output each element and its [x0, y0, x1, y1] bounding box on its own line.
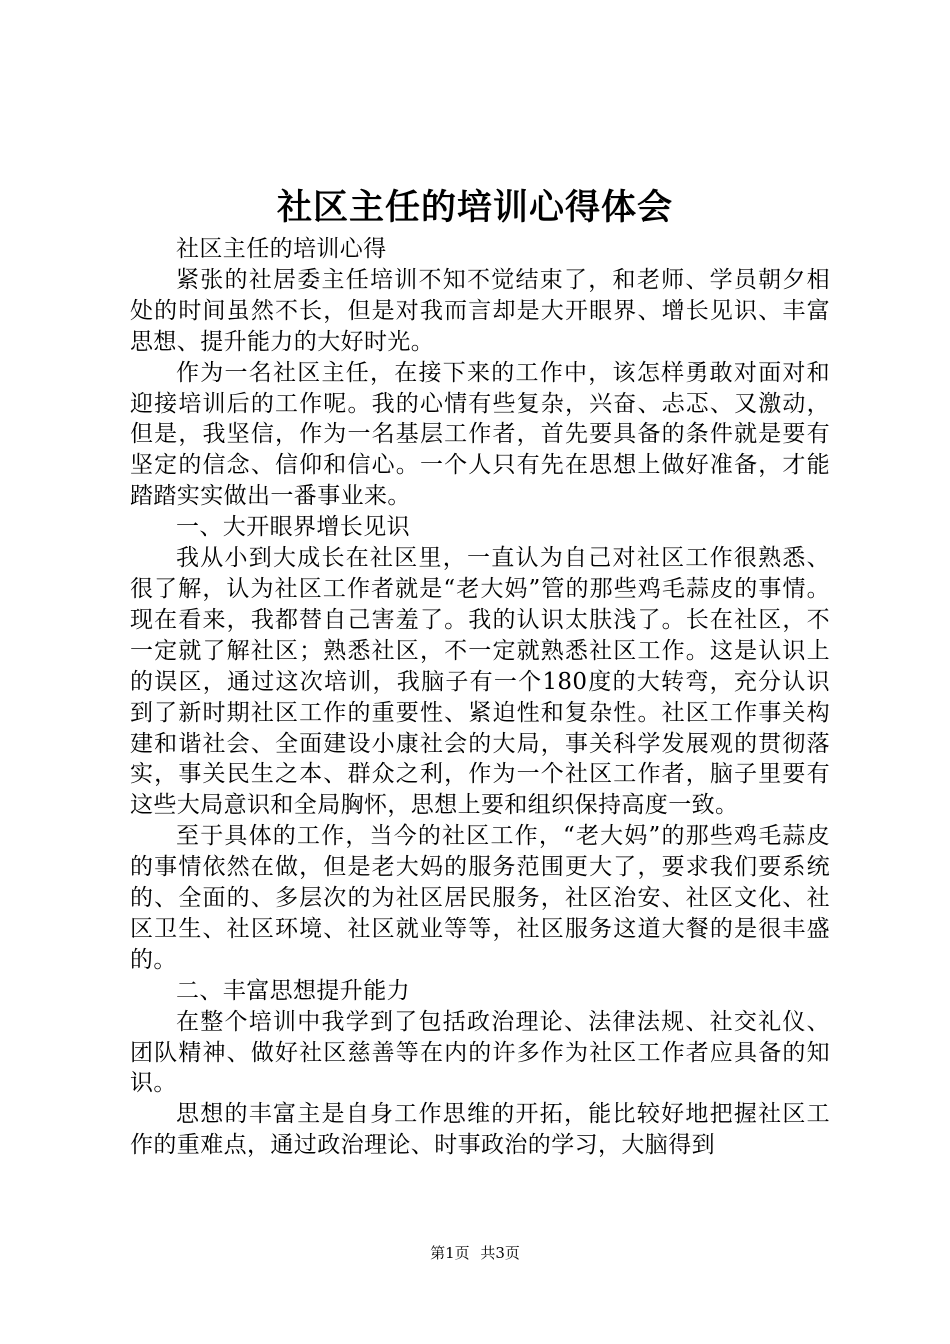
paragraph: 作为一名社区主任，在接下来的工作中，该怎样勇敢对面对和迎接培训后的工作呢。我的心情有些复杂，兴奋、忐忑、又激动，但是，我坚信，作为一名基层工作者，首先要具备的条件就是要有坚定的信念、信仰和信心。一个人只有先在思想上做好准备，才能踏踏实实做出一番事业来。	[130, 359, 830, 510]
page-total: 共3页	[480, 1244, 520, 1262]
section-heading: 一、大开眼界增长见识	[176, 514, 410, 541]
paragraph: 至于具体的工作，当今的社区工作，“老大妈”的那些鸡毛蒜皮的事情依然在做，但是老大妈的服务范围更大了，要求我们要系统的、全面的、多层次的为社区居民服务，社区治安、社区文化、社区卫生、社区环境、社区就业等等，社区服务这道大餐的是很丰盛的。	[130, 823, 830, 973]
page-number: 第1页	[430, 1244, 470, 1262]
paragraph: 思想的丰富主是自身工作思维的开拓，能比较好地把握社区工作的重难点，通过政治理论、时事政治的学习，大脑得到	[130, 1101, 830, 1159]
paragraph-subtitle: 社区主任的培训心得	[176, 236, 387, 262]
paragraph: 紧张的社居委主任培训不知不觉结束了，和老师、学员朝夕相处的时间虽然不长，但是对我而言却是大开眼界、增长见识、丰富思想、提升能力的大好时光。	[130, 266, 830, 355]
document-title: 社区主任的培训心得体会	[276, 187, 673, 228]
paragraph: 我从小到大成长在社区里，一直认为自己对社区工作很熟悉、很了解，认为社区工作者就是“老大妈”管的那些鸡毛蒜皮的事情。现在看来，我都替自己害羞了。我的认识太肤浅了。长在社区，不一定就了解社区；熟悉社区，不一定就熟悉社区工作。这是认识上的误区，通过这次培训，我脑子有一个180度的大转弯，充分认识到了新时期社区工作的重要性、紧迫性和复杂性。社区工作事关构建和谐社会、全面建设小康社会的大局，事关科学发展观的贯彻落实，事关民生之本、群众之利，作为一个社区工作者，脑子里要有这些大局意识和全局胸怀，思想上要和组织保持高度一致。	[130, 545, 830, 819]
section-heading: 二、丰富思想提升能力	[176, 977, 410, 1004]
paragraph: 在整个培训中我学到了包括政治理论、法律法规、社交礼仪、团队精神、做好社区慈善等在内的许多作为社区工作者应具备的知识。	[130, 1008, 830, 1097]
document-body	[130, 234, 830, 1161]
page-footer	[0, 1243, 950, 1263]
